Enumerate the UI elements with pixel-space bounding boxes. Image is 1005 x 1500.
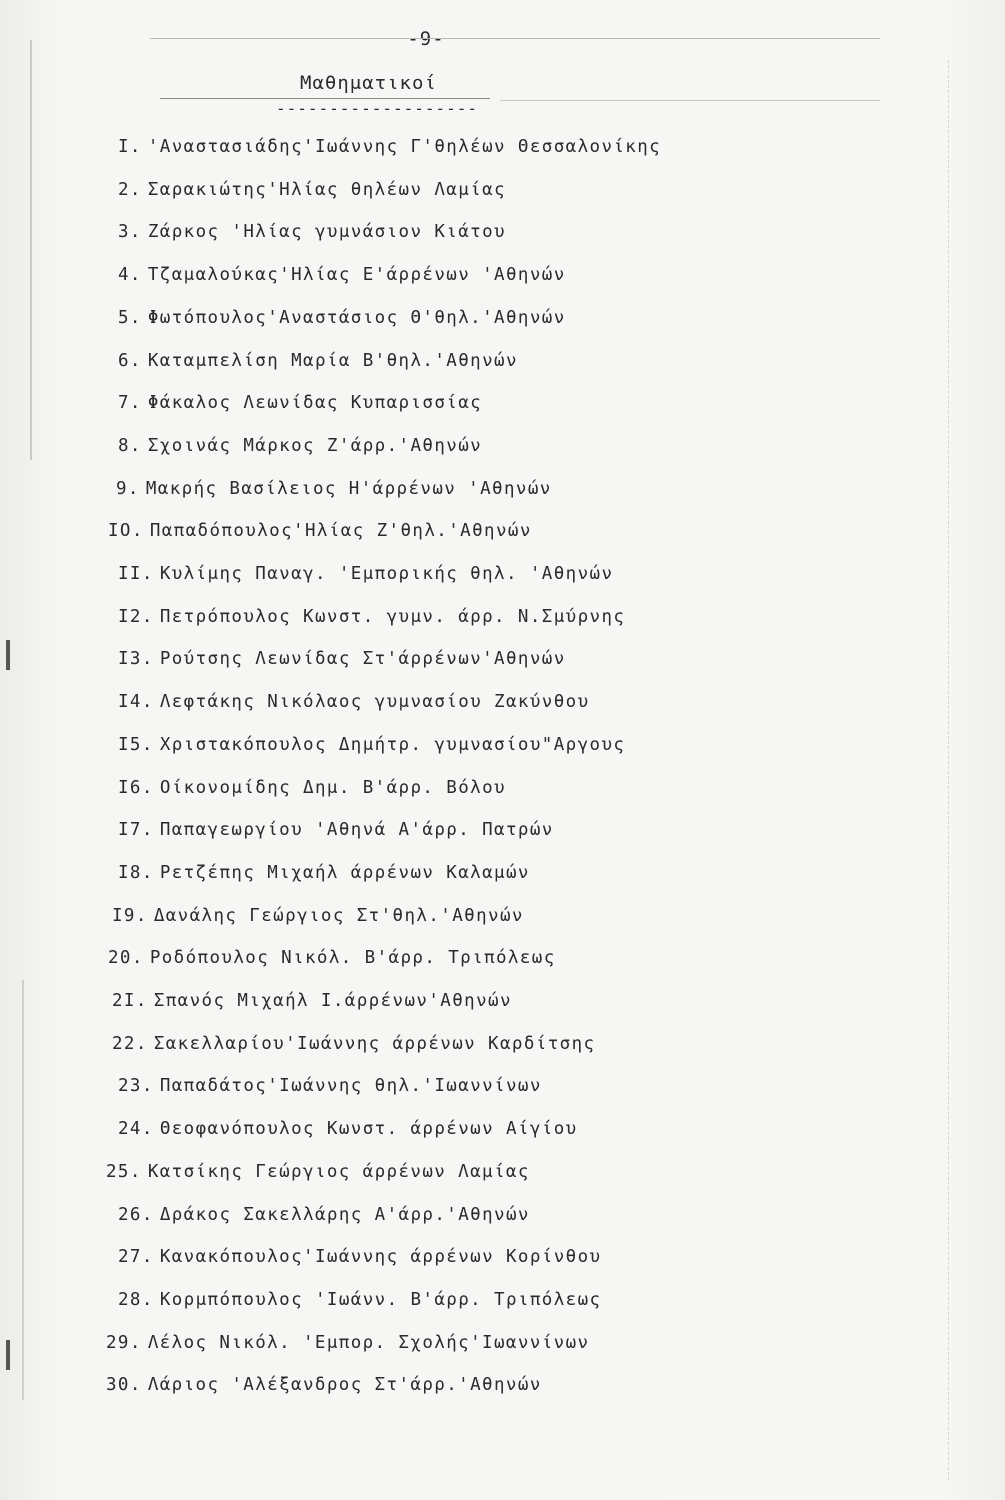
binding-edge [30,40,46,460]
entry-text: Παπαγεωργίου 'Αθηνά Α'άρρ. Πατρών [159,820,554,840]
entry-text: Πετρόπουλος Κωνστ. γυμν. άρρ. Ν.Σμύρνης [159,607,626,627]
entry-text: Κορμπόπουλος 'Ιωάνν. Β'άρρ. Τριπόλεως [159,1290,602,1310]
entry-text: Ρετζέπης Μιχαήλ άρρένων Καλαμών [159,863,530,883]
entry-number: 3. [118,222,142,242]
entry-number: 25. [106,1162,142,1182]
list-item [108,514,532,548]
entry-number: Ι8. [118,863,154,883]
entry-text: Φάκαλος Λεωνίδας Κυπαρισσίας [147,393,483,413]
entry-number: 6. [118,351,142,371]
entry-text: Ρούτσης Λεωνίδας Στ'άρρένων'Αθηνών [159,649,566,669]
entry-text: Καταμπελίση Μαρία Β'θηλ.'Αθηνών [147,351,518,371]
entry-text: Φωτόπουλος'Αναστάσιος Θ'θηλ.'Αθηνών [147,308,566,328]
entry-text: Μακρής Βασίλειος Η'άρρένων 'Αθηνών [145,479,552,499]
entry-number: 27. [118,1247,154,1267]
entry-number: Ι3. [118,649,154,669]
list-item [118,642,566,676]
entry-text: Κατσίκης Γεώργιος άρρένων Λαμίας [147,1162,530,1182]
entry-number: Ι9. [112,906,148,926]
list-item [118,685,590,719]
entry-text: Λεφτάκης Νικόλαος γυμνασίου Ζακύνθου [159,692,590,712]
list-item [118,856,530,890]
entry-text: Κανακόπουλος'Ιωάννης άρρένων Κορίνθου [159,1247,602,1267]
entry-number: 30. [106,1375,142,1395]
list-item [118,258,566,292]
entry-text: Οίκονομίδης Δημ. Β'άρρ. Βόλου [159,778,506,798]
entry-text: 'Αναστασιάδης'Ιωάννης Γ'θηλέων Θεσσαλονίκης [147,137,662,157]
page-title: Μαθηματικοί [300,72,437,94]
top-rule [150,38,880,39]
margin-line [948,60,949,1480]
entry-number: 8. [118,436,142,456]
list-item [118,1198,530,1232]
entry-text: Λάριος 'Αλέξανδρος Στ'άρρ.'Αθηνών [147,1375,542,1395]
list-item [118,429,482,463]
list-item [118,1112,578,1146]
list-item [112,1027,595,1061]
entry-text: Σχοινάς Μάρκος Ζ'άρρ.'Αθηνών [147,436,483,456]
entry-number: 20. [108,948,144,968]
entry-number: Ι2. [118,607,154,627]
entry-number: Ι6. [118,778,154,798]
list-item [118,344,518,378]
entry-number: 22. [112,1034,148,1054]
entry-text: Κυλίμης Παναγ. 'Εμπορικής θηλ. 'Αθηνών [159,564,614,584]
list-item [118,1283,601,1317]
entry-number: 24. [118,1119,154,1139]
entry-text: Σαρακιώτης'Ηλίας θηλέων Λαμίας [147,180,506,200]
list-item [118,728,625,762]
entry-number: 29. [106,1333,142,1353]
entry-number: 23. [118,1076,154,1096]
entry-text: Λέλος Νικόλ. 'Εμπορ. Σχολής'Ιωαννίνων [147,1333,590,1353]
list-item [118,813,554,847]
punch-mark [6,640,10,670]
list-item [106,1368,542,1402]
entry-number: Ι4. [118,692,154,712]
list-item [118,600,625,634]
header-rule [500,100,880,101]
title-dashes: ------------------- [276,99,479,118]
list-item [118,1069,542,1103]
entry-text: Σακελλαρίου'Ιωάννης άρρένων Καρδίτσης [153,1034,596,1054]
entry-text: Ζάρκος 'Ηλίας γυμνάσιον Κιάτου [147,222,506,242]
entry-text: Σπανός Μιχαήλ Ι.άρρένων'Αθηνών [153,991,512,1011]
page-number: -9- [407,28,445,50]
entry-text: Δανάλης Γεώργιος Στ'θηλ.'Αθηνών [153,906,524,926]
punch-mark [6,1340,10,1370]
list-item [112,899,524,933]
entry-number: ΙΙ. [118,564,154,584]
entry-number: 2Ι. [112,991,148,1011]
entry-number: 26. [118,1205,154,1225]
list-item [118,215,506,249]
entry-number: 5. [118,308,142,328]
entry-number: Ι7. [118,820,154,840]
list-item [118,386,482,420]
list-item [118,557,613,591]
entry-number: Ι. [118,137,142,157]
entry-number: 28. [118,1290,154,1310]
list-item [116,472,552,506]
entry-text: Τζαμαλούκας'Ηλίας Ε'άρρένων 'Αθηνών [147,265,566,285]
list-item [118,130,661,164]
entry-number: 9. [116,479,140,499]
entry-number: 2. [118,180,142,200]
entry-text: Παπαδάτος'Ιωάννης θηλ.'Ιωαννίνων [159,1076,542,1096]
list-item [118,1240,601,1274]
list-item [118,301,566,335]
list-item [106,1155,530,1189]
entry-number: 4. [118,265,142,285]
list-item [118,173,506,207]
list-item [112,984,512,1018]
entry-number: ΙΟ. [108,521,144,541]
entry-number: Ι5. [118,735,154,755]
entry-text: Χριστακόπουλος Δημήτρ. γυμνασίου"Αργους [159,735,626,755]
entry-text: Θεοφανόπουλος Κωνστ. άρρένων Αίγίου [159,1119,578,1139]
list-item [108,941,556,975]
entry-text: Παπαδόπουλος'Ηλίας Ζ'θηλ.'Αθηνών [149,521,532,541]
binding-edge-lower [22,980,38,1400]
entry-number: 7. [118,393,142,413]
entry-text: Ροδόπουλος Νικόλ. Β'άρρ. Τριπόλεως [149,948,556,968]
entry-text: Δράκος Σακελλάρης Α'άρρ.'Αθηνών [159,1205,530,1225]
list-item [118,771,506,805]
list-item [106,1326,589,1360]
